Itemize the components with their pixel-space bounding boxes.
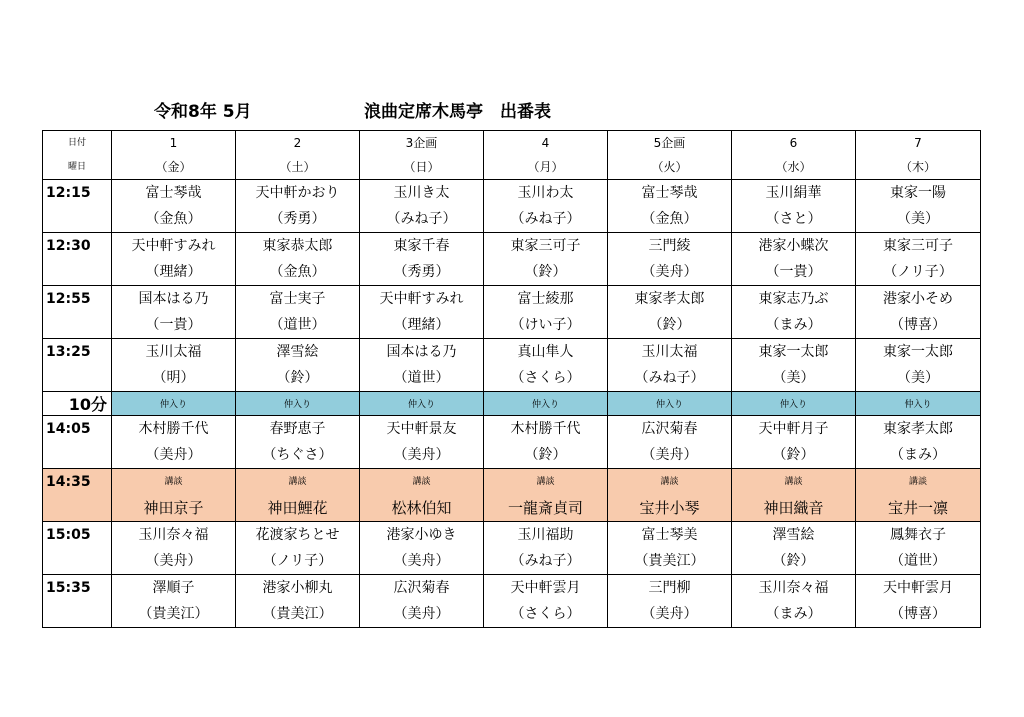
performer-name: 富士綾那 bbox=[517, 291, 574, 307]
time-slot-row bbox=[43, 339, 981, 392]
intermission-cell: 仲入り bbox=[112, 392, 236, 416]
shamisen-name: （秀勇） bbox=[393, 264, 450, 280]
performer-cell bbox=[484, 286, 608, 339]
performer-cell bbox=[484, 522, 608, 575]
performer-cell bbox=[112, 575, 236, 628]
time-slot: 12:30 bbox=[46, 238, 91, 254]
performer-name: 真山隼人 bbox=[517, 344, 574, 360]
koudan-label: 講談 bbox=[412, 477, 431, 487]
day-header-cell bbox=[856, 131, 981, 180]
day-date: 2 bbox=[293, 136, 302, 150]
day-date: 7 bbox=[914, 136, 922, 150]
shamisen-name: （美舟） bbox=[145, 447, 202, 463]
performer-name: 国本はる乃 bbox=[138, 291, 209, 307]
performer-cell bbox=[112, 180, 236, 233]
performer-cell bbox=[856, 575, 981, 628]
performer-cell bbox=[112, 339, 236, 392]
shamisen-name: （美舟） bbox=[393, 606, 450, 622]
performer-cell bbox=[360, 233, 484, 286]
performer-name: 玉川奈々福 bbox=[138, 527, 209, 543]
shamisen-name: （貴美江） bbox=[138, 606, 209, 622]
day-header-cell bbox=[608, 131, 732, 180]
shamisen-name: （金魚） bbox=[145, 211, 202, 227]
performer-cell bbox=[608, 339, 732, 392]
performer-cell bbox=[608, 575, 732, 628]
performer-cell bbox=[732, 286, 856, 339]
performer-name: 天中軒月子 bbox=[758, 421, 829, 437]
performer-cell bbox=[236, 180, 360, 233]
shamisen-name: （美舟） bbox=[145, 553, 202, 569]
koudan-performer: 一龍斎貞司 bbox=[507, 499, 583, 517]
performer-name: 澤順子 bbox=[152, 580, 195, 596]
koudan-cell bbox=[484, 469, 608, 522]
performer-name: 木村勝千代 bbox=[510, 421, 581, 437]
shamisen-name: （博喜） bbox=[890, 606, 946, 622]
performer-name: 花渡家ちとせ bbox=[255, 527, 340, 543]
performer-name: 天中軒雲月 bbox=[883, 580, 953, 596]
shamisen-name: （道世） bbox=[269, 317, 326, 333]
day-date: 4 bbox=[541, 136, 550, 150]
performer-cell bbox=[856, 180, 981, 233]
koudan-cell bbox=[732, 469, 856, 522]
performer-name: 鳳舞衣子 bbox=[890, 527, 946, 543]
koudan-performer: 神田鯉花 bbox=[267, 499, 328, 517]
day-date: 1 bbox=[169, 136, 178, 150]
performer-name: 港家小そめ bbox=[883, 291, 953, 307]
shamisen-name: （道世） bbox=[890, 553, 946, 569]
koudan-cell bbox=[856, 469, 981, 522]
performer-name: 東家孝太郎 bbox=[634, 291, 705, 307]
performer-name: 東家三可子 bbox=[883, 238, 953, 254]
time-slot-row bbox=[43, 522, 981, 575]
performer-cell bbox=[112, 233, 236, 286]
day-date: 5企画 bbox=[653, 136, 686, 150]
shamisen-name: （鈴） bbox=[772, 447, 815, 463]
performer-cell bbox=[856, 416, 981, 469]
performer-cell bbox=[360, 416, 484, 469]
performer-name: 天中軒すみれ bbox=[131, 238, 216, 254]
performer-cell bbox=[856, 286, 981, 339]
performer-cell bbox=[360, 286, 484, 339]
performer-name: 玉川太福 bbox=[641, 344, 698, 360]
performer-name: 澤雪絵 bbox=[276, 344, 319, 360]
performer-cell bbox=[236, 575, 360, 628]
koudan-label: 講談 bbox=[288, 477, 307, 487]
shamisen-name: （まみ） bbox=[765, 317, 822, 333]
performer-name: 玉川絹華 bbox=[765, 185, 822, 201]
day-header-cell bbox=[112, 131, 236, 180]
performer-cell bbox=[236, 416, 360, 469]
performer-cell bbox=[608, 522, 732, 575]
performer-name: 天中軒雲月 bbox=[510, 580, 581, 596]
time-slot: 14:35 bbox=[46, 474, 91, 490]
koudan-cell bbox=[360, 469, 484, 522]
performer-cell bbox=[732, 233, 856, 286]
day-weekday: （木） bbox=[899, 160, 936, 174]
time-slot-cell bbox=[43, 416, 112, 469]
time-slot: 12:55 bbox=[46, 291, 91, 307]
performer-cell bbox=[732, 180, 856, 233]
time-slot: 12:15 bbox=[46, 185, 91, 201]
performer-cell bbox=[732, 416, 856, 469]
time-slot-row bbox=[43, 416, 981, 469]
performer-name: 富士琴哉 bbox=[641, 185, 698, 201]
performer-cell bbox=[608, 180, 732, 233]
performer-cell bbox=[732, 339, 856, 392]
shamisen-name: （みね子） bbox=[386, 211, 457, 227]
performer-cell bbox=[484, 339, 608, 392]
intermission-cell: 仲入り bbox=[856, 392, 981, 416]
day-header-cell bbox=[484, 131, 608, 180]
koudan-label: 講談 bbox=[164, 477, 183, 487]
shamisen-name: （貴美江） bbox=[634, 553, 705, 569]
time-slot-cell bbox=[43, 469, 112, 522]
header-labels-cell bbox=[43, 131, 112, 180]
performer-name: 東家一陽 bbox=[890, 185, 946, 201]
performer-name: 玉川き太 bbox=[393, 185, 450, 201]
performer-cell bbox=[732, 522, 856, 575]
weekday-label: 曜日 bbox=[67, 162, 86, 172]
intermission-row bbox=[43, 392, 981, 416]
koudan-label: 講談 bbox=[660, 477, 679, 487]
performer-name: 広沢菊春 bbox=[641, 421, 698, 437]
koudan-cell bbox=[236, 469, 360, 522]
koudan-row bbox=[43, 469, 981, 522]
shamisen-name: （さくら） bbox=[510, 606, 581, 622]
performer-name: 東家一太郎 bbox=[758, 344, 829, 360]
shamisen-name: （ノリ子） bbox=[883, 264, 953, 280]
time-slot: 15:05 bbox=[46, 527, 91, 543]
shamisen-name: （美舟） bbox=[641, 447, 698, 463]
day-weekday: （金） bbox=[155, 160, 192, 174]
shamisen-name: （美） bbox=[772, 370, 815, 386]
performer-name: 港家小蝶次 bbox=[758, 238, 829, 254]
shamisen-name: （博喜） bbox=[890, 317, 946, 333]
shamisen-name: （鈴） bbox=[648, 317, 691, 333]
day-weekday: （火） bbox=[651, 160, 688, 174]
shamisen-name: （美） bbox=[897, 370, 939, 386]
intermission-cell: 仲入り bbox=[360, 392, 484, 416]
day-weekday: （月） bbox=[527, 160, 564, 174]
performer-name: 富士琴哉 bbox=[145, 185, 202, 201]
shamisen-name: （みね子） bbox=[634, 370, 705, 386]
shamisen-name: （貴美江） bbox=[262, 606, 333, 622]
shamisen-name: （ちぐさ） bbox=[262, 447, 333, 463]
intermission-cell: 仲入り bbox=[236, 392, 360, 416]
shamisen-name: （理緒） bbox=[145, 264, 202, 280]
performer-name: 澤雪絵 bbox=[772, 527, 815, 543]
performer-name: 三門柳 bbox=[648, 580, 691, 596]
time-slot: 15:35 bbox=[46, 580, 91, 596]
performer-cell bbox=[484, 575, 608, 628]
performer-name: 天中軒景友 bbox=[386, 421, 457, 437]
koudan-performer: 宝井小琴 bbox=[639, 499, 700, 517]
time-slot-cell bbox=[43, 522, 112, 575]
day-weekday: （土） bbox=[279, 160, 316, 174]
performer-cell bbox=[484, 180, 608, 233]
performer-cell bbox=[112, 286, 236, 339]
day-date: 3企画 bbox=[405, 136, 438, 150]
shamisen-name: （鈴） bbox=[524, 264, 567, 280]
performer-cell bbox=[856, 233, 981, 286]
performer-cell bbox=[608, 233, 732, 286]
day-weekday: （日） bbox=[403, 160, 440, 174]
time-slot-cell bbox=[43, 233, 112, 286]
performer-name: 広沢菊春 bbox=[393, 580, 450, 596]
intermission-cell: 仲入り bbox=[732, 392, 856, 416]
shamisen-name: （美舟） bbox=[641, 264, 698, 280]
shamisen-name: （ノリ子） bbox=[262, 553, 333, 569]
performer-name: 春野恵子 bbox=[269, 421, 326, 437]
shamisen-name: （明） bbox=[152, 370, 195, 386]
performer-name: 玉川わ太 bbox=[517, 185, 574, 201]
schedule-title: 浪曲定席木馬亭 出番表 bbox=[364, 102, 551, 122]
performer-name: 東家三可子 bbox=[510, 238, 581, 254]
performer-name: 天中軒すみれ bbox=[379, 291, 464, 307]
shamisen-name: （理緒） bbox=[393, 317, 450, 333]
shamisen-name: （金魚） bbox=[641, 211, 698, 227]
shamisen-name: （鈴） bbox=[276, 370, 319, 386]
day-header-cell bbox=[236, 131, 360, 180]
shamisen-name: （一貴） bbox=[145, 317, 202, 333]
performer-cell bbox=[236, 233, 360, 286]
performer-cell bbox=[360, 522, 484, 575]
time-slot: 14:05 bbox=[46, 421, 91, 437]
performer-cell bbox=[236, 286, 360, 339]
performer-name: 東家志乃ぶ bbox=[758, 291, 829, 307]
performer-name: 玉川太福 bbox=[145, 344, 202, 360]
performer-name: 富士琴美 bbox=[641, 527, 698, 543]
koudan-performer: 神田織音 bbox=[763, 499, 824, 517]
shamisen-name: （美） bbox=[897, 211, 939, 227]
koudan-performer: 松林伯知 bbox=[391, 499, 452, 517]
koudan-cell bbox=[608, 469, 732, 522]
performer-cell bbox=[608, 416, 732, 469]
time-slot-row bbox=[43, 286, 981, 339]
koudan-label: 講談 bbox=[908, 477, 927, 487]
performer-cell bbox=[236, 339, 360, 392]
shamisen-name: （さと） bbox=[765, 211, 822, 227]
schedule-table bbox=[42, 130, 981, 628]
day-header-cell bbox=[360, 131, 484, 180]
performer-name: 国本はる乃 bbox=[386, 344, 457, 360]
shamisen-name: （美舟） bbox=[393, 447, 450, 463]
day-header-cell bbox=[732, 131, 856, 180]
shamisen-name: （鈴） bbox=[772, 553, 815, 569]
performer-cell bbox=[732, 575, 856, 628]
koudan-label: 講談 bbox=[784, 477, 803, 487]
performer-name: 東家一太郎 bbox=[883, 344, 953, 360]
performer-cell bbox=[360, 180, 484, 233]
performer-name: 港家小ゆき bbox=[386, 527, 457, 543]
performer-cell bbox=[484, 233, 608, 286]
shamisen-name: （まみ） bbox=[765, 606, 822, 622]
performer-name: 富士実子 bbox=[269, 291, 326, 307]
time-slot-cell bbox=[43, 286, 112, 339]
shamisen-name: （美舟） bbox=[393, 553, 450, 569]
performer-name: 玉川福助 bbox=[517, 527, 574, 543]
performer-name: 東家孝太郎 bbox=[883, 421, 953, 437]
time-slot: 13:25 bbox=[46, 344, 91, 360]
performer-cell bbox=[236, 522, 360, 575]
schedule-period: 令和8年 5月 bbox=[154, 102, 252, 122]
koudan-label: 講談 bbox=[536, 477, 555, 487]
shamisen-name: （さくら） bbox=[510, 370, 581, 386]
shamisen-name: （道世） bbox=[393, 370, 450, 386]
time-slot-row bbox=[43, 575, 981, 628]
day-date: 6 bbox=[789, 136, 798, 150]
shamisen-name: （けい子） bbox=[510, 317, 581, 333]
performer-name: 木村勝千代 bbox=[138, 421, 209, 437]
shamisen-name: （一貴） bbox=[765, 264, 822, 280]
intermission-cell: 仲入り bbox=[484, 392, 608, 416]
performer-cell bbox=[360, 575, 484, 628]
performer-name: 東家千春 bbox=[393, 238, 450, 254]
performer-cell bbox=[360, 339, 484, 392]
performer-name: 天中軒かおり bbox=[255, 185, 340, 201]
intermission-duration: 10分 bbox=[43, 392, 112, 416]
day-weekday: （水） bbox=[775, 160, 812, 174]
performer-cell bbox=[112, 522, 236, 575]
shamisen-name: （金魚） bbox=[269, 264, 326, 280]
time-slot-cell bbox=[43, 339, 112, 392]
performer-name: 東家恭太郎 bbox=[262, 238, 333, 254]
performer-name: 三門綾 bbox=[648, 238, 691, 254]
shamisen-name: （みね子） bbox=[510, 553, 581, 569]
performer-cell bbox=[484, 416, 608, 469]
shamisen-name: （美舟） bbox=[641, 606, 698, 622]
shamisen-name: （鈴） bbox=[524, 447, 567, 463]
performer-cell bbox=[856, 339, 981, 392]
performer-name: 港家小柳丸 bbox=[262, 580, 333, 596]
koudan-performer: 神田京子 bbox=[143, 499, 204, 517]
time-slot-cell bbox=[43, 575, 112, 628]
shamisen-name: （まみ） bbox=[890, 447, 946, 463]
performer-cell bbox=[856, 522, 981, 575]
intermission-cell: 仲入り bbox=[608, 392, 732, 416]
header-row bbox=[43, 131, 981, 180]
performer-cell bbox=[608, 286, 732, 339]
shamisen-name: （みね子） bbox=[510, 211, 581, 227]
koudan-performer: 宝井一凛 bbox=[887, 499, 948, 517]
performer-cell bbox=[112, 416, 236, 469]
time-slot-cell bbox=[43, 180, 112, 233]
shamisen-name: （秀勇） bbox=[269, 211, 326, 227]
time-slot-row bbox=[43, 233, 981, 286]
koudan-cell bbox=[112, 469, 236, 522]
time-slot-row bbox=[43, 180, 981, 233]
date-label: 日付 bbox=[67, 138, 86, 148]
performer-name: 玉川奈々福 bbox=[758, 580, 829, 596]
